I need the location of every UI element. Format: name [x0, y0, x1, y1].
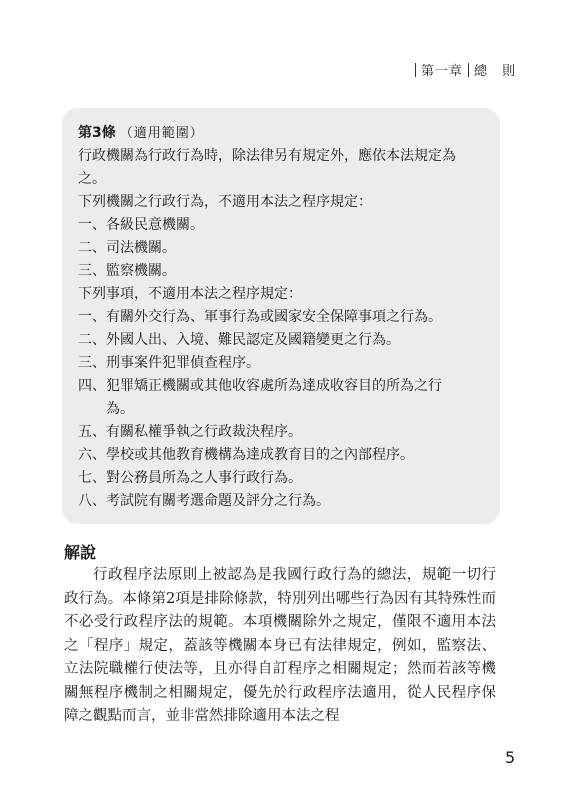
article-line: 四、犯罪矯正機關或其他收容處所為達成收容目的所為之行 — [78, 378, 442, 394]
article-line: 六、學校或其他教育機構為達成教育目的之內部程序。 — [78, 447, 414, 463]
article-line: 七、對公務員所為之人事行政行為。 — [78, 470, 302, 486]
article-title — [78, 122, 204, 142]
article-line: 五、有關私權爭執之行政裁決程序。 — [78, 424, 302, 440]
article-line: 一、有關外交行為、軍事行為或國家安全保障事項之行為。 — [78, 309, 442, 325]
article-line: 行政機關為行政行為時，除法律另有規定外，應依本法規定為 — [78, 148, 456, 164]
section-label: 總 則 — [473, 64, 516, 79]
article-line: 之。 — [78, 171, 106, 187]
article-line: 為。 — [78, 401, 134, 417]
explanation-paragraph: 行政程序法原則上被認為是我國行政行為的總法，規範一切行政行為。本條第2項是排除條款，特別列出哪些行為因有其特殊性而不必受行政程序法的規範。本項機關除外之規定，僅限不適用本法之「程序」規定，蓋該等機關本身已有法律規定，例如，監察法、立法院職權行使法等，且亦得自訂程序之相關規定；然而若該等機關無程序機制之相關規定，優先於行政程序法適用，從人民程序保障之觀點而言，並非當然排除適用本法之程 — [64, 567, 496, 724]
article-line: 下列機關之行政行為，不適用本法之程序規定： — [78, 194, 372, 210]
article-line: 三、刑事案件犯罪偵查程序。 — [78, 355, 260, 371]
article-line: 三、監察機關。 — [78, 263, 176, 279]
article-line: 二、外國人出、入境、難民認定及國籍變更之行為。 — [78, 332, 400, 348]
article-subtitle: （適用範圍） — [119, 126, 204, 141]
article-line: 八、考試院有關考選命題及評分之行為。 — [78, 493, 330, 509]
chapter-label: 第一章 — [420, 64, 463, 79]
article-line: 一、各級民意機關。 — [78, 217, 204, 233]
article-line: 下列事項，不適用本法之程序規定： — [78, 286, 302, 302]
explanation-heading: 解說 — [64, 543, 97, 562]
page-number: 5 — [505, 748, 516, 767]
header-divider — [468, 63, 469, 77]
article-number: 第3條 — [78, 125, 116, 141]
header-divider — [415, 63, 416, 77]
article-line: 二、司法機關。 — [78, 240, 176, 256]
running-header — [410, 60, 516, 79]
